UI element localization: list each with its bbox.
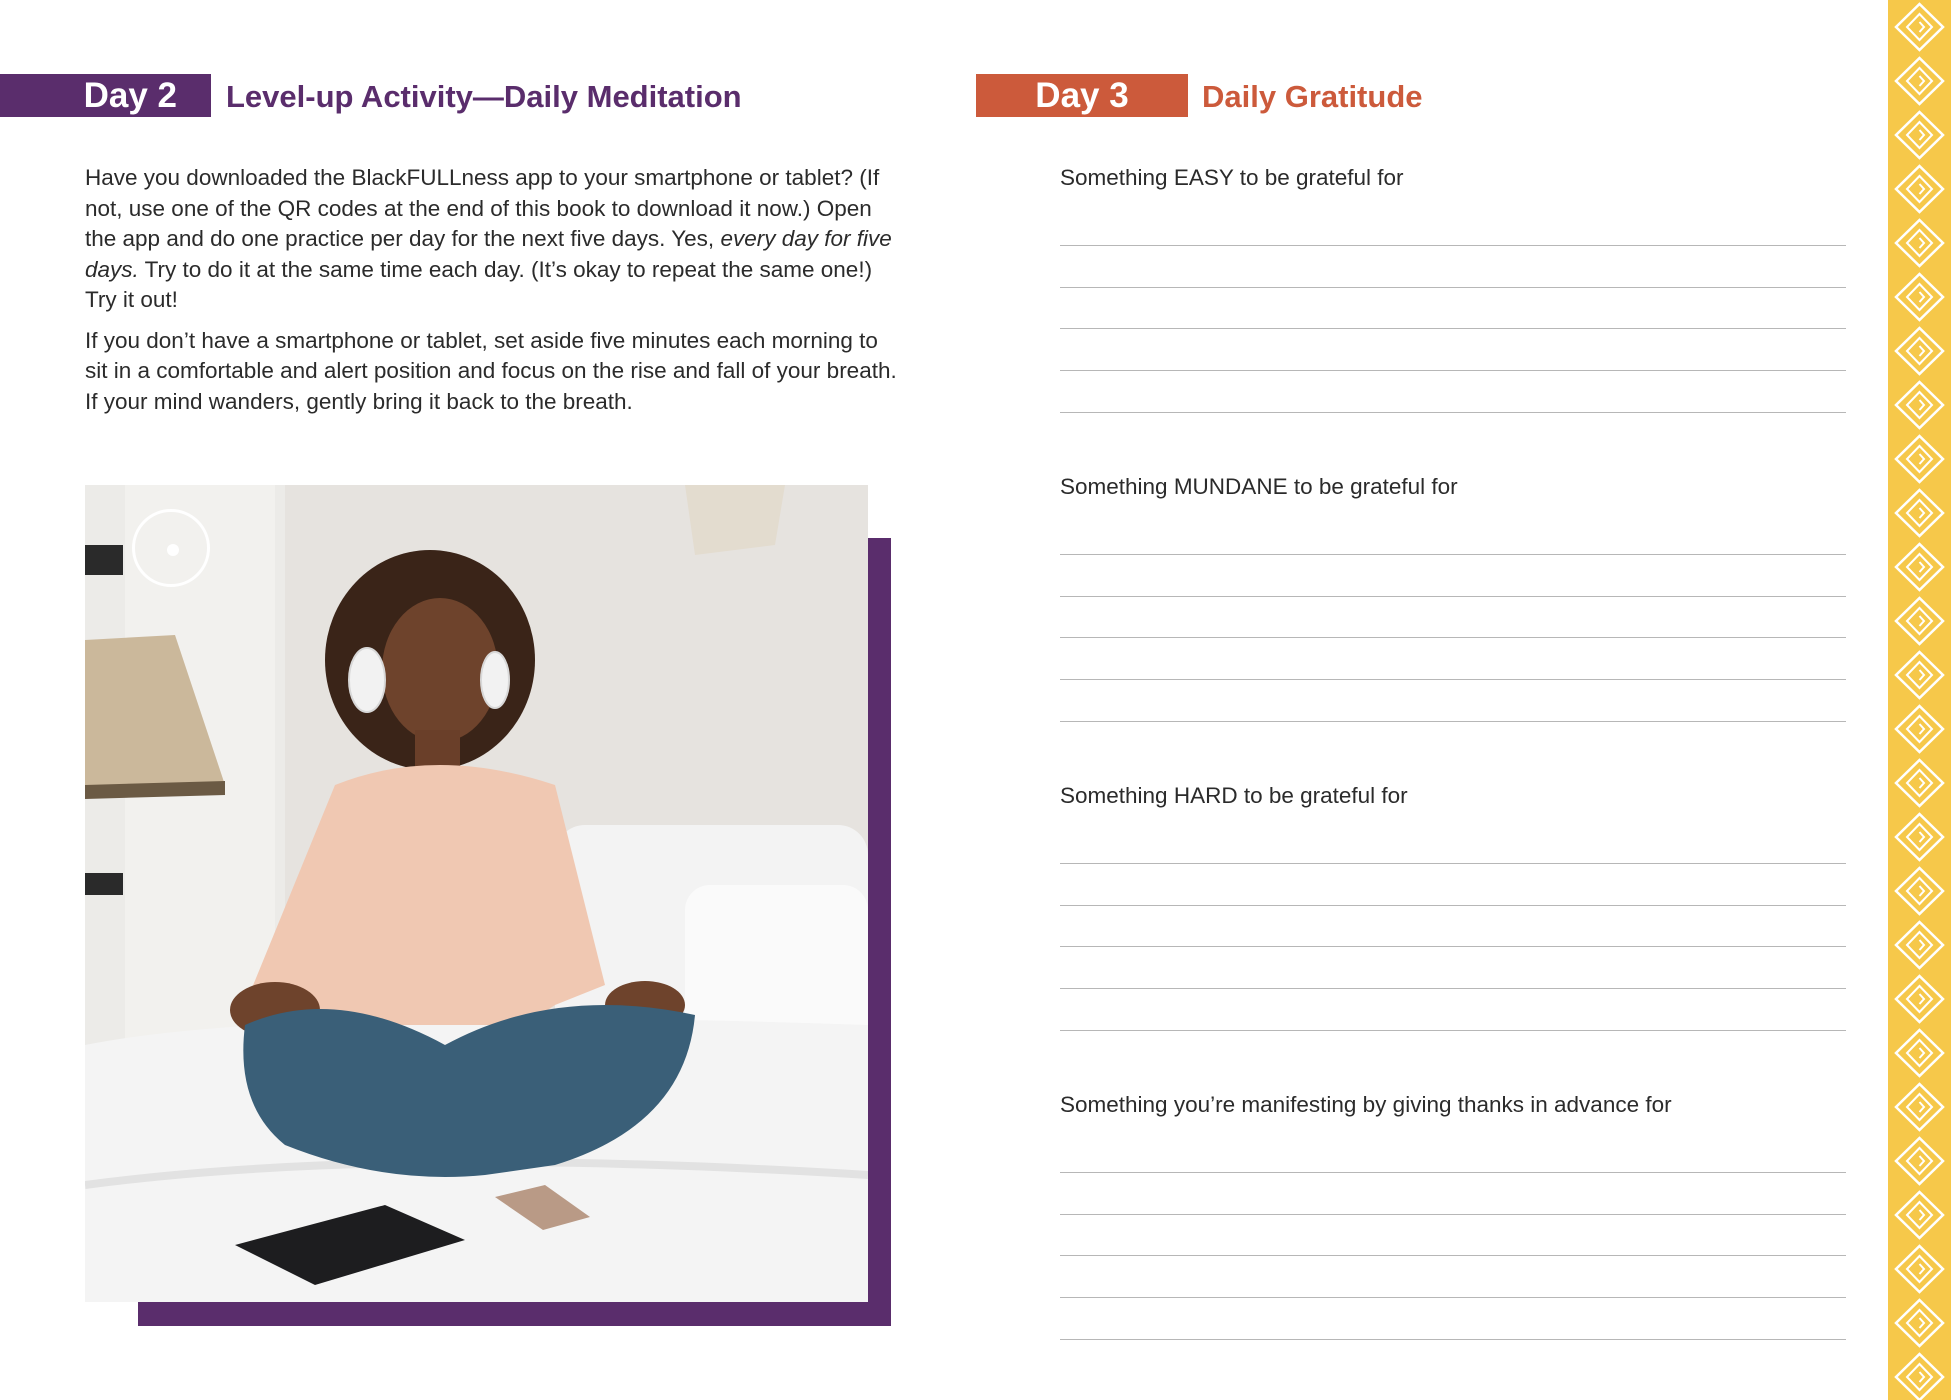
writing-line[interactable] (1060, 822, 1846, 864)
gratitude-prompt-mundane (1060, 472, 1846, 722)
writing-line[interactable] (1060, 555, 1846, 597)
day3-title: Daily Gratitude (1202, 79, 1423, 114)
writing-line[interactable] (1060, 1298, 1846, 1340)
writing-line[interactable] (1060, 680, 1846, 722)
day3-tab: Day 3 (976, 74, 1188, 117)
writing-line[interactable] (1060, 864, 1846, 906)
writing-line[interactable] (1060, 513, 1846, 555)
writing-line[interactable] (1060, 1173, 1846, 1215)
writing-line[interactable] (1060, 204, 1846, 246)
circle-dot-icon (132, 509, 210, 587)
prompt-label: Something MUNDANE to be grateful for (1060, 474, 1458, 499)
decorative-border (1888, 0, 1951, 1400)
instructions-paragraph-1 (85, 163, 905, 316)
writing-line[interactable] (1060, 1131, 1846, 1173)
writing-line[interactable] (1060, 1215, 1846, 1257)
writing-line[interactable] (1060, 638, 1846, 680)
writing-line[interactable] (1060, 906, 1846, 948)
day2-title: Level-up Activity—Daily Meditation (226, 79, 742, 114)
gratitude-prompt-hard (1060, 781, 1846, 1031)
writing-line[interactable] (1060, 329, 1846, 371)
prompt-label: Something EASY to be grateful for (1060, 165, 1404, 190)
writing-line[interactable] (1060, 371, 1846, 413)
instructions-paragraph-2: If you don’t have a smartphone or tablet, set aside five minutes each morning to sit in a comfortable and alert position and focus on the rise and fall of your breath. If your mind wanders, gently bring it back to the breath. (85, 327, 897, 414)
diamond-spiral-pattern (1888, 0, 1951, 1400)
para1-emphasis: every day for five days. (85, 226, 892, 282)
writing-line[interactable] (1060, 1256, 1846, 1298)
para1-text: Have you downloaded the BlackFULLness app to your smartphone or tablet? (If not, use one of the QR codes at the end of this book to download it now.) Open the app and do one practice per day for the next five days. Yes, (85, 165, 880, 251)
para1-text-end: Try to do it at the same time each day. (It’s okay to repeat the same one!) Try it out! (85, 256, 873, 312)
writing-line[interactable] (1060, 288, 1846, 330)
day2-tab: Day 2 (0, 74, 211, 117)
gratitude-prompt-manifesting (1060, 1090, 1846, 1340)
prompt-label: Something you’re manifesting by giving thanks in advance for (1060, 1092, 1672, 1117)
writing-line[interactable] (1060, 246, 1846, 288)
meditation-instructions (85, 163, 905, 427)
meditation-photo (85, 485, 868, 1302)
gratitude-prompt-easy (1060, 163, 1846, 413)
writing-line[interactable] (1060, 597, 1846, 639)
writing-line[interactable] (1060, 947, 1846, 989)
prompt-label: Something HARD to be grateful for (1060, 783, 1408, 808)
writing-line[interactable] (1060, 989, 1846, 1031)
